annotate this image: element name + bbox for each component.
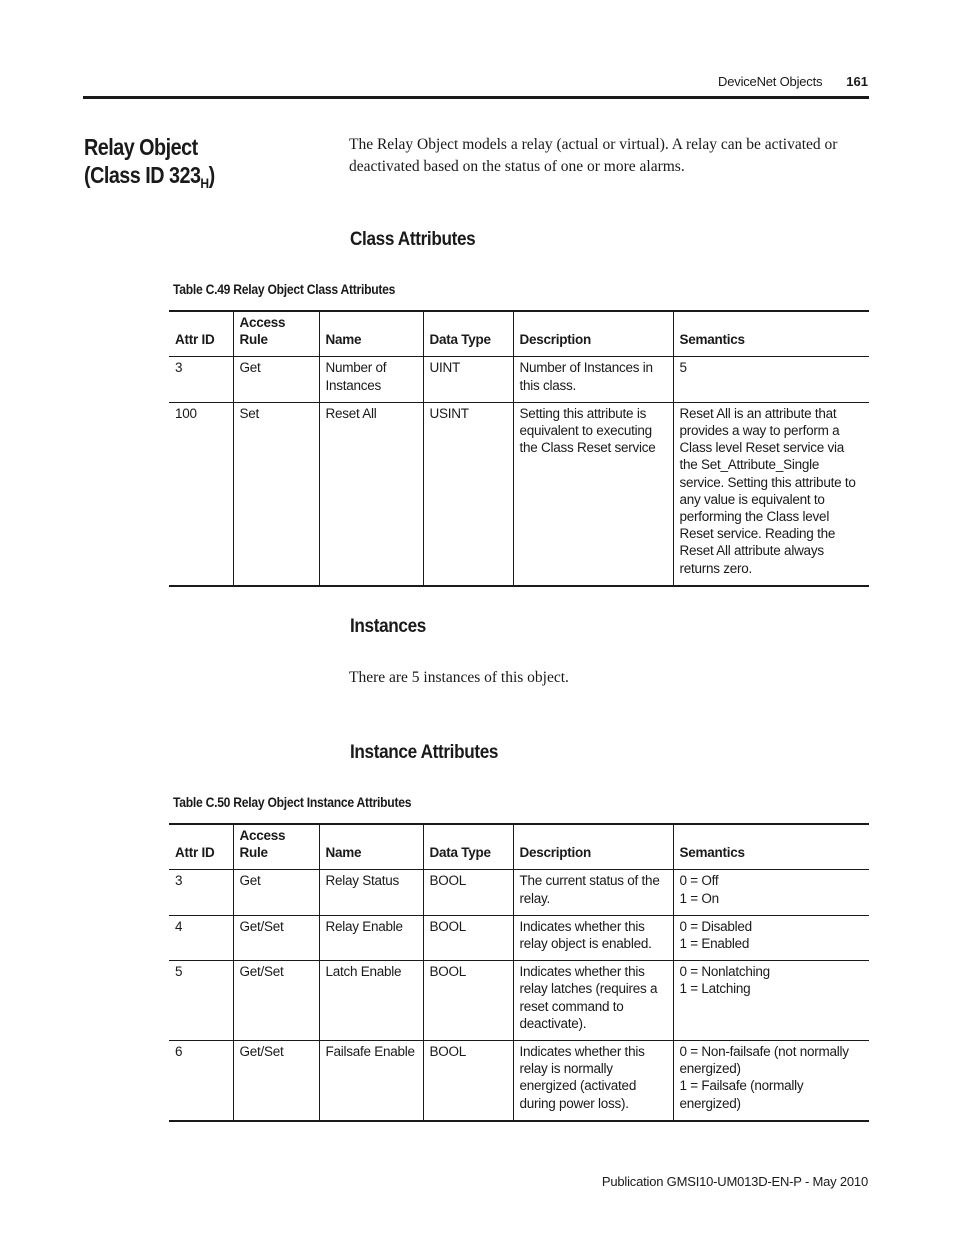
table-cell: 3 — [169, 357, 233, 402]
table-header-row — [169, 311, 869, 357]
class-attributes-table — [169, 310, 869, 587]
page-number: 161 — [846, 74, 868, 89]
table-cell: Reset All is an attribute that provides a way to perform a Class level Reset service via the Set_Attribute_Single service. Setting this attribute to any value is equivalent to performing the Class level Reset service. Reading the Reset All attribute always returns zero. — [673, 402, 869, 586]
object-title-class-id: (Class ID 323 — [84, 162, 201, 188]
column-header: Attr ID — [169, 311, 233, 357]
publication-footer: Publication GMSI10-UM013D-EN-P - May 2010 — [601, 1174, 868, 1189]
table-row — [169, 870, 869, 915]
instances-heading: Instances — [350, 615, 426, 637]
column-header: Data Type — [423, 311, 513, 357]
column-header: Access Rule — [233, 311, 319, 357]
table-cell: Indicates whether this relay is normally energized (activated during power loss). — [513, 1041, 673, 1121]
column-header: Semantics — [673, 311, 869, 357]
table-row — [169, 402, 869, 586]
table-row — [169, 961, 869, 1041]
table-cell: Relay Enable — [319, 915, 423, 960]
table-cell: 3 — [169, 870, 233, 915]
table-row — [169, 1041, 869, 1121]
object-title — [84, 133, 308, 197]
column-header: Semantics — [673, 824, 869, 870]
table-cell: Set — [233, 402, 319, 586]
table-cell: 6 — [169, 1041, 233, 1121]
table-cell: 5 — [673, 357, 869, 402]
table-cell: BOOL — [423, 961, 513, 1041]
table-cell: 4 — [169, 915, 233, 960]
column-header: Name — [319, 824, 423, 870]
table-row — [169, 357, 869, 402]
object-title-line1: Relay Object — [84, 134, 198, 160]
running-header — [718, 74, 868, 89]
object-intro: The Relay Object models a relay (actual or virtual). A relay can be activated or deactivated based on the status of one or more alarms. — [349, 136, 838, 175]
table-cell: Number of Instances in this class. — [513, 357, 673, 402]
table-cell: UINT — [423, 357, 513, 402]
class-attributes-heading: Class Attributes — [350, 228, 476, 250]
table-cell: Get — [233, 870, 319, 915]
table-cell: Latch Enable — [319, 961, 423, 1041]
table-cell: The current status of the relay. — [513, 870, 673, 915]
instances-text: There are 5 instances of this object. — [349, 669, 569, 686]
object-title-close-paren: ) — [208, 162, 215, 188]
table-cell: 100 — [169, 402, 233, 586]
column-header: Description — [513, 311, 673, 357]
instance-attributes-heading: Instance Attributes — [350, 741, 499, 763]
table-cell: USINT — [423, 402, 513, 586]
table-cell: Get/Set — [233, 1041, 319, 1121]
column-header: Access Rule — [233, 824, 319, 870]
table-cell: 0 = Disabled 1 = Enabled — [673, 915, 869, 960]
header-section-title: DeviceNet Objects — [718, 74, 823, 89]
table-cell: 0 = Nonlatching 1 = Latching — [673, 961, 869, 1041]
table-row — [169, 915, 869, 960]
table-cell: Setting this attribute is equivalent to executing the Class Reset service — [513, 402, 673, 586]
header-rule — [83, 96, 869, 99]
object-title-hex-subscript: H — [200, 175, 209, 191]
table-cell: BOOL — [423, 1041, 513, 1121]
table-cell: 0 = Non-failsafe (not normally energized) 1 = Failsafe (normally energized) — [673, 1041, 869, 1121]
table-cell: Indicates whether this relay object is enabled. — [513, 915, 673, 960]
table-cell: Get/Set — [233, 915, 319, 960]
object-title-line2 — [84, 161, 308, 197]
instance-attributes-caption: Table C.50 Relay Object Instance Attributes — [173, 795, 412, 810]
table-cell: Get — [233, 357, 319, 402]
column-header: Name — [319, 311, 423, 357]
table-header-row — [169, 824, 869, 870]
column-header: Data Type — [423, 824, 513, 870]
column-header: Attr ID — [169, 824, 233, 870]
table-cell: Indicates whether this relay latches (requires a reset command to deactivate). — [513, 961, 673, 1041]
class-attributes-caption: Table C.49 Relay Object Class Attributes — [173, 282, 396, 297]
instance-attributes-table — [169, 823, 869, 1122]
table-cell: Relay Status — [319, 870, 423, 915]
table-cell: 0 = Off 1 = On — [673, 870, 869, 915]
table-cell: Get/Set — [233, 961, 319, 1041]
table-cell: 5 — [169, 961, 233, 1041]
table-cell: Failsafe Enable — [319, 1041, 423, 1121]
table-cell: BOOL — [423, 870, 513, 915]
column-header: Description — [513, 824, 673, 870]
table-cell: BOOL — [423, 915, 513, 960]
table-cell: Number of Instances — [319, 357, 423, 402]
table-cell: Reset All — [319, 402, 423, 586]
